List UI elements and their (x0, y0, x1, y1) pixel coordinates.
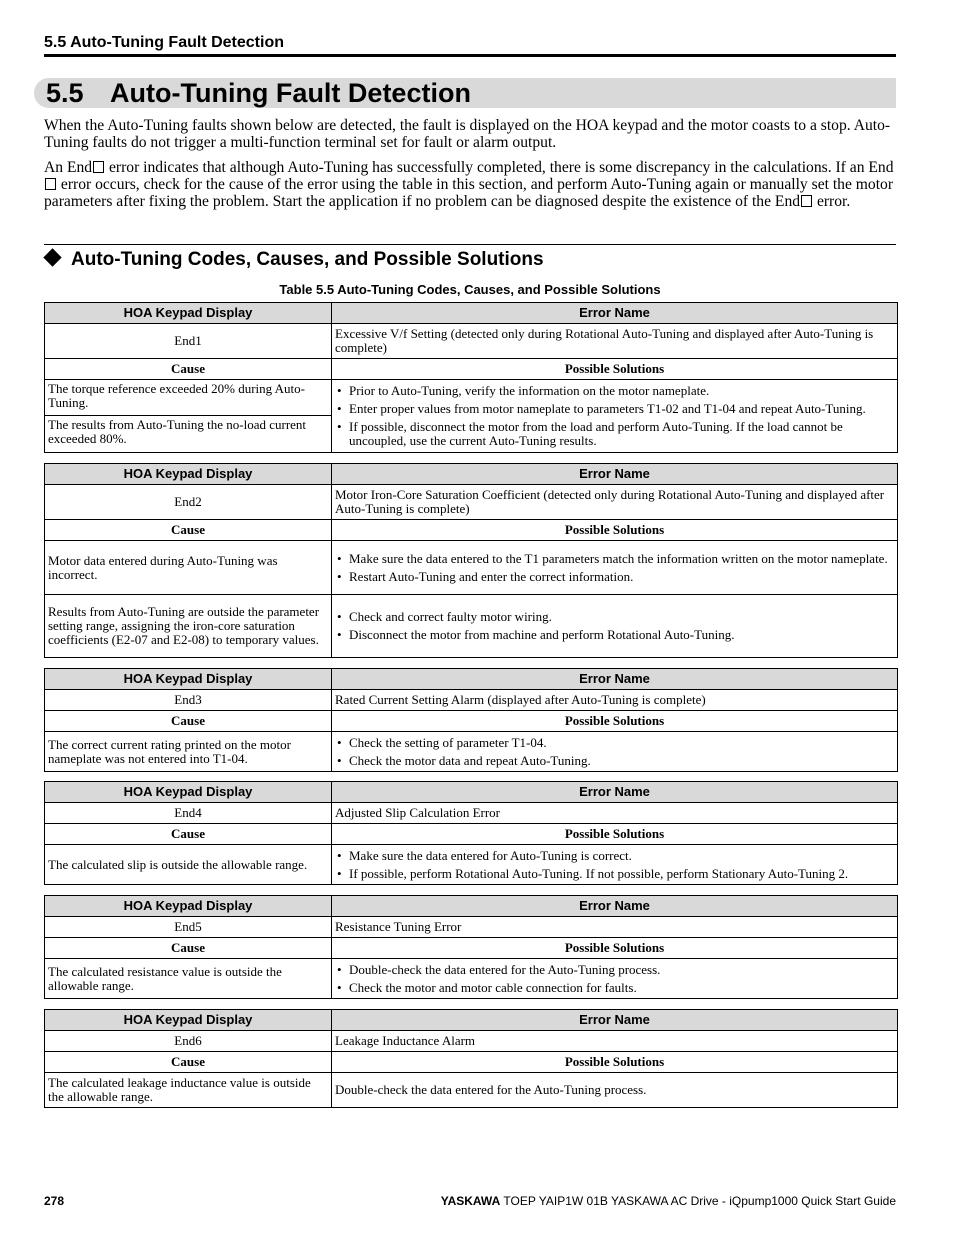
fault-table-end1 (44, 302, 898, 453)
intro-text: error indicates that although Auto-Tuning has successfully completed, there is some discrepancy in the calculations. If an End (105, 159, 894, 176)
header-error: Error Name (332, 782, 898, 803)
solutions-cell (332, 380, 898, 453)
section-number: 5.5 (46, 78, 84, 108)
fault-code: End1 (45, 324, 332, 359)
header-display: HOA Keypad Display (45, 464, 332, 485)
cause-text: The correct current rating printed on the motor nameplate was not entered into T1-04. (45, 732, 332, 772)
solution-item: • Check the motor data and repeat Auto-Tuning. (335, 754, 894, 768)
solution-item: • Double-check the data entered for the Auto-Tuning process. (335, 963, 894, 977)
solutions-cell (332, 541, 898, 595)
page-number: 278 (44, 1194, 65, 1208)
subsection-title (44, 249, 544, 271)
header-error: Error Name (332, 464, 898, 485)
fault-code: End5 (45, 917, 332, 938)
header-cause: Cause (45, 938, 332, 959)
fault-code: End4 (45, 803, 332, 824)
intro-text: error. (813, 193, 851, 210)
cause-text: Motor data entered during Auto-Tuning was incorrect. (45, 541, 332, 595)
cause-cell (45, 380, 332, 453)
intro-paragraph-2 (44, 159, 900, 210)
solution-item: • If possible, disconnect the motor from the load and perform Auto-Tuning. If the load cannot be uncoupled, use the current Auto-Tuning results. (335, 420, 894, 448)
intro-text: An End (44, 159, 93, 176)
error-name: Resistance Tuning Error (332, 917, 898, 938)
brand-name: YASKAWA (440, 1194, 501, 1208)
header-error: Error Name (332, 303, 898, 324)
header-display: HOA Keypad Display (45, 303, 332, 324)
error-name: Adjusted Slip Calculation Error (332, 803, 898, 824)
solution-item: • Check and correct faulty motor wiring. (335, 610, 894, 624)
solution-item: • If possible, perform Rotational Auto-Tuning. If not possible, perform Stationary Auto-Tuning 2. (335, 867, 894, 881)
error-name: Rated Current Setting Alarm (displayed after Auto-Tuning is complete) (332, 690, 898, 711)
solution-item: • Check the motor and motor cable connection for faults. (335, 981, 894, 995)
placeholder-box-icon (45, 178, 56, 190)
subsection-rule (44, 244, 896, 245)
solutions-cell (332, 959, 898, 999)
running-head: 5.5 Auto-Tuning Fault Detection (44, 34, 284, 51)
header-error: Error Name (332, 669, 898, 690)
cause-text: The calculated resistance value is outside the allowable range. (45, 959, 332, 999)
fault-table-end4 (44, 781, 898, 885)
section-title (46, 78, 471, 108)
fault-code: End3 (45, 690, 332, 711)
solution-item: • Disconnect the motor from machine and perform Rotational Auto-Tuning. (335, 628, 894, 642)
solution-item: • Make sure the data entered to the T1 parameters match the information written on the motor nameplate. (335, 552, 894, 566)
solution-item: • Make sure the data entered for Auto-Tuning is correct. (335, 849, 894, 863)
header-rule (44, 54, 896, 57)
cause-text: Results from Auto-Tuning are outside the parameter setting range, assigning the iron-core saturation coefficients (E2-07 and E2-08) to temporary values. (45, 595, 332, 658)
intro-text: error occurs, check for the cause of the error using the table in this section, and perform Auto-Tuning again or manually set the motor parameters after fixing the problem. Start the application if no problem can be diagnosed despite the existence of the End (44, 176, 894, 210)
fault-table-end6 (44, 1009, 898, 1108)
solution-item: • Prior to Auto-Tuning, verify the information on the motor nameplate. (335, 384, 894, 398)
header-solutions: Possible Solutions (332, 938, 898, 959)
fault-code: End2 (45, 485, 332, 520)
header-error: Error Name (332, 896, 898, 917)
solution-item: • Enter proper values from motor nameplate to parameters T1-02 and T1-04 and repeat Auto-Tuning. (335, 402, 894, 416)
fault-table-end2 (44, 463, 898, 658)
header-solutions: Possible Solutions (332, 1052, 898, 1073)
solution-item: • Restart Auto-Tuning and enter the correct information. (335, 570, 894, 584)
fault-table-end3 (44, 668, 898, 772)
fault-code: End6 (45, 1031, 332, 1052)
fault-table-end5 (44, 895, 898, 999)
header-display: HOA Keypad Display (45, 896, 332, 917)
header-cause: Cause (45, 359, 332, 380)
subsection-title-text: Auto-Tuning Codes, Causes, and Possible Solutions (71, 249, 544, 270)
header-solutions: Possible Solutions (332, 711, 898, 732)
header-solutions: Possible Solutions (332, 359, 898, 380)
intro-paragraph-1: When the Auto-Tuning faults shown below are detected, the fault is displayed on the HOA keypad and the motor coasts to a stop. Auto-Tuning faults do not trigger a multi-function terminal set for fault or alarm output. (44, 117, 891, 151)
header-display: HOA Keypad Display (45, 1010, 332, 1031)
solutions-cell (332, 845, 898, 885)
doc-title: TOEP YAIP1W 01B YASKAWA AC Drive - iQpump1000 Quick Start Guide (500, 1194, 896, 1208)
error-name: Motor Iron-Core Saturation Coefficient (detected only during Rotational Auto-Tuning and displayed after Auto-Tuning is complete) (332, 485, 898, 520)
error-name: Excessive V/f Setting (detected only during Rotational Auto-Tuning and displayed after Auto-Tuning is complete) (332, 324, 898, 359)
header-cause: Cause (45, 711, 332, 732)
cause-text: The calculated leakage inductance value is outside the allowable range. (45, 1073, 332, 1108)
cause-text: The calculated slip is outside the allowable range. (45, 845, 332, 885)
placeholder-box-icon (93, 161, 104, 173)
header-display: HOA Keypad Display (45, 782, 332, 803)
solutions-cell (332, 732, 898, 772)
placeholder-box-icon (801, 195, 812, 207)
header-error: Error Name (332, 1010, 898, 1031)
header-solutions: Possible Solutions (332, 520, 898, 541)
header-cause: Cause (45, 1052, 332, 1073)
header-solutions: Possible Solutions (332, 824, 898, 845)
error-name: Leakage Inductance Alarm (332, 1031, 898, 1052)
diamond-bullet-icon (43, 248, 61, 266)
cause-text: The torque reference exceeded 20% during Auto-Tuning. (48, 381, 305, 410)
footer-doc-title (441, 1193, 896, 1209)
header-display: HOA Keypad Display (45, 669, 332, 690)
table-caption: Table 5.5 Auto-Tuning Codes, Causes, and Possible Solutions (279, 282, 661, 297)
header-cause: Cause (45, 520, 332, 541)
section-title-text: Auto-Tuning Fault Detection (110, 78, 471, 108)
header-cause: Cause (45, 824, 332, 845)
solutions-cell (332, 595, 898, 658)
solution-text: Double-check the data entered for the Auto-Tuning process. (332, 1073, 898, 1108)
solution-item: • Check the setting of parameter T1-04. (335, 736, 894, 750)
cause-text: The results from Auto-Tuning the no-load current exceeded 80%. (45, 415, 331, 452)
